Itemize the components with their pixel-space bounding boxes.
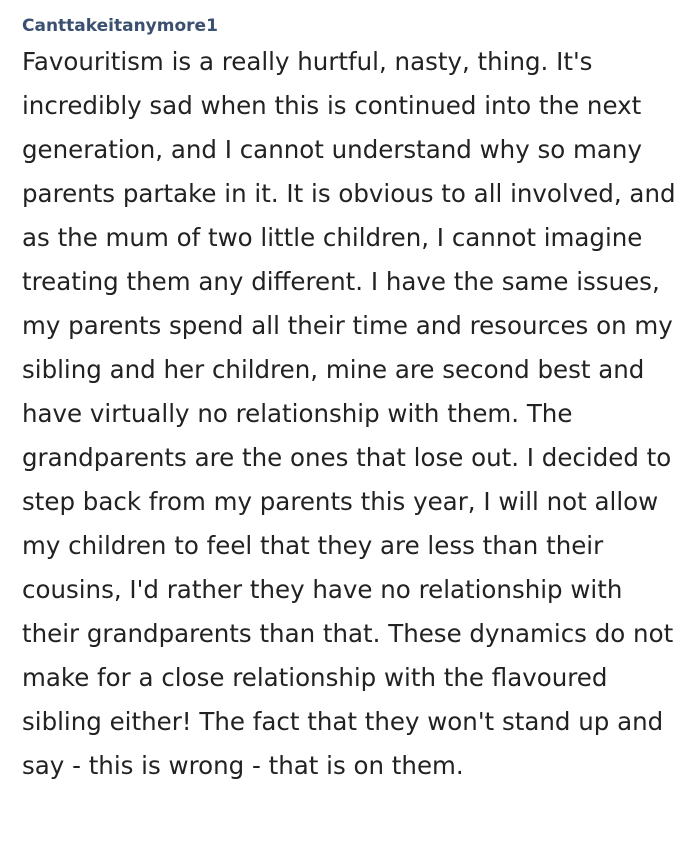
comment-username[interactable]: Canttakeitanymore1 <box>22 16 218 36</box>
comment-body: Favouritism is a really hurtful, nasty, thing. It's incredibly sad when this is continued into the next generation, and I cannot understand why so many parents partake in it. It is obvious to all involved, and as the mum of two little children, I cannot imagine treating them any different. I have the same issues, my parents spend all their time and resources on my sibling and her children, mine are second best and have virtually no relationship with them. The grandparents are the ones that lose out. I decided to step back from my parents this year, I will not allow my children to feel that they are less than their cousins, I'd rather they have no relationship with their grandparents than that. These dynamics do not make for a close relationship with the flavoured sibling either! The fact that they won't stand up and say - this is wrong - that is on them. <box>22 47 676 780</box>
